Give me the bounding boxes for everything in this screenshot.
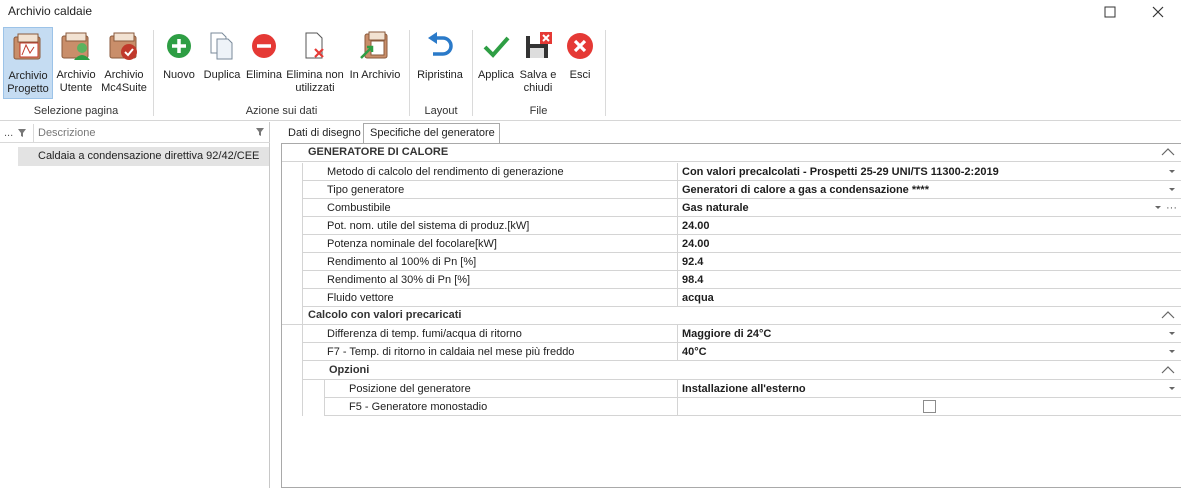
title-bar bbox=[0, 0, 1181, 24]
section-title: Calcolo con valori precaricati bbox=[308, 309, 462, 321]
property-label: Rendimento al 30% di Pn [%] bbox=[327, 274, 471, 286]
group-separator bbox=[472, 30, 473, 116]
group-separator bbox=[409, 30, 410, 116]
filter-icon[interactable] bbox=[256, 127, 264, 139]
chevron-down-icon[interactable] bbox=[1169, 188, 1175, 191]
property-row[interactable] bbox=[282, 253, 1181, 271]
property-label: F5 - Generatore monostadio bbox=[349, 401, 488, 413]
property-grid bbox=[281, 143, 1181, 488]
maximize-button[interactable] bbox=[1088, 0, 1132, 24]
property-label: Posizione del generatore bbox=[349, 383, 471, 395]
group-separator bbox=[153, 30, 154, 116]
list-header bbox=[0, 124, 270, 143]
group-label-file: File bbox=[529, 105, 548, 117]
tree-gutter bbox=[302, 163, 303, 416]
archivio-mc4suite-button[interactable] bbox=[100, 27, 148, 99]
property-label: F7 - Temp. di ritorno in caldaia nel mese più freddo bbox=[327, 346, 575, 358]
chevron-up-icon bbox=[1161, 365, 1175, 375]
property-value: 92.4 bbox=[682, 256, 704, 268]
ripristina-button[interactable] bbox=[414, 27, 466, 99]
property-value: 98.4 bbox=[682, 274, 704, 286]
archivio-mc4suite-label: Archivio Mc4Suite bbox=[101, 69, 147, 94]
duplica-label: Duplica bbox=[203, 69, 241, 81]
property-label: Potenza nominale del focolare[kW] bbox=[327, 238, 497, 250]
mc4suite-archive-icon bbox=[108, 29, 140, 63]
list-item[interactable] bbox=[18, 147, 269, 166]
property-value: Con valori precalcolati - Prospetti 25-29 UNI/TS 11300-2:2019 bbox=[682, 166, 999, 178]
exit-icon bbox=[564, 29, 596, 63]
delete-unused-icon bbox=[299, 29, 331, 63]
property-row[interactable] bbox=[282, 181, 1181, 199]
property-value: Gas naturale bbox=[682, 202, 749, 214]
chevron-up-icon bbox=[1161, 147, 1175, 157]
elimina-non-utilizzati-button[interactable] bbox=[286, 27, 344, 99]
property-value: 24.00 bbox=[682, 238, 710, 250]
property-row[interactable] bbox=[282, 380, 1181, 398]
chevron-down-icon[interactable] bbox=[1169, 350, 1175, 353]
duplicate-icon bbox=[206, 29, 238, 63]
column-descrizione[interactable] bbox=[33, 124, 269, 143]
property-row[interactable] bbox=[282, 217, 1181, 235]
chevron-down-icon[interactable] bbox=[1155, 206, 1161, 209]
duplica-button[interactable] bbox=[201, 27, 243, 99]
filter-icon[interactable] bbox=[18, 128, 26, 140]
user-archive-icon bbox=[60, 29, 92, 63]
property-value: 40°C bbox=[682, 346, 707, 358]
property-label: Tipo generatore bbox=[327, 184, 405, 196]
property-label: Pot. nom. utile del sistema di produz.[kW] bbox=[327, 220, 530, 232]
add-icon bbox=[163, 29, 195, 63]
applica-label: Applica bbox=[477, 69, 515, 81]
property-label: Differenza di temp. fumi/acqua di ritorno bbox=[327, 328, 522, 340]
property-row[interactable] bbox=[282, 343, 1181, 361]
property-label: Metodo di calcolo del rendimento di generazione bbox=[327, 166, 564, 178]
group-label-azione-sui-dati: Azione sui dati bbox=[245, 105, 318, 117]
archivio-utente-label: Archivio Utente bbox=[56, 69, 96, 94]
section-header-generatore[interactable] bbox=[282, 144, 1181, 162]
chevron-down-icon[interactable] bbox=[1169, 387, 1175, 390]
property-row[interactable] bbox=[282, 163, 1181, 181]
property-value: 24.00 bbox=[682, 220, 710, 232]
chevron-up-icon bbox=[1161, 310, 1175, 320]
property-value: acqua bbox=[682, 292, 714, 304]
nuovo-button[interactable] bbox=[159, 27, 199, 99]
archive-project-icon bbox=[12, 30, 44, 64]
delete-icon bbox=[248, 29, 280, 63]
close-icon bbox=[1152, 6, 1164, 18]
check-icon bbox=[480, 29, 512, 63]
tab-dati-di-disegno[interactable]: Dati di disegno bbox=[288, 127, 361, 139]
section-header-calcolo[interactable] bbox=[282, 307, 1181, 325]
salva-chiudi-button[interactable] bbox=[517, 27, 559, 99]
ripristina-label: Ripristina bbox=[417, 69, 463, 81]
property-row[interactable] bbox=[282, 398, 1181, 416]
elimina-non-utilizzati-label: Elimina non utilizzati bbox=[286, 69, 344, 94]
section-title: Opzioni bbox=[329, 364, 370, 376]
group-label-layout: Layout bbox=[424, 105, 458, 117]
property-label: Combustibile bbox=[327, 202, 391, 214]
property-row[interactable] bbox=[282, 325, 1181, 343]
property-row[interactable] bbox=[282, 289, 1181, 307]
elimina-label: Elimina bbox=[245, 69, 283, 81]
to-archive-icon bbox=[359, 29, 391, 63]
undo-icon bbox=[424, 29, 456, 63]
window-title: Archivio caldaie bbox=[8, 4, 93, 18]
applica-button[interactable] bbox=[476, 27, 516, 99]
archive-list-panel bbox=[0, 122, 270, 488]
chevron-down-icon[interactable] bbox=[1169, 332, 1175, 335]
row-indicator-header: ... bbox=[4, 127, 14, 139]
esci-label: Esci bbox=[569, 69, 591, 81]
maximize-icon bbox=[1104, 6, 1116, 18]
close-button[interactable] bbox=[1136, 0, 1180, 24]
save-close-icon bbox=[522, 29, 554, 63]
property-value: Generatori di calore a gas a condensazione **** bbox=[682, 184, 929, 196]
ellipsis-button[interactable]: ··· bbox=[1166, 202, 1177, 214]
in-archivio-button[interactable] bbox=[346, 27, 404, 99]
section-header-opzioni[interactable] bbox=[302, 362, 1181, 380]
property-value: Maggiore di 24°C bbox=[682, 328, 772, 340]
section-title: GENERATORE DI CALORE bbox=[308, 146, 449, 158]
esci-button[interactable] bbox=[561, 27, 599, 99]
property-label: Rendimento al 100% di Pn [%] bbox=[327, 256, 477, 268]
property-row[interactable] bbox=[282, 271, 1181, 289]
archivio-progetto-button[interactable] bbox=[3, 27, 53, 99]
property-label: Fluido vettore bbox=[327, 292, 394, 304]
archivio-progetto-label: Archivio Progetto bbox=[7, 70, 49, 95]
tab-specifiche-del-generatore[interactable]: Specifiche del generatore bbox=[363, 123, 500, 143]
group-separator bbox=[605, 30, 606, 116]
property-value: Installazione all'esterno bbox=[682, 383, 806, 395]
nuovo-label: Nuovo bbox=[163, 69, 195, 81]
column-descrizione-label: Descrizione bbox=[38, 127, 96, 139]
group-label-selezione-pagina: Selezione pagina bbox=[33, 105, 119, 117]
property-row[interactable] bbox=[282, 235, 1181, 253]
salva-chiudi-label: Salva e chiudi bbox=[519, 69, 557, 94]
archivio-utente-button[interactable] bbox=[54, 27, 98, 99]
chevron-down-icon[interactable] bbox=[1169, 170, 1175, 173]
elimina-button[interactable] bbox=[244, 27, 284, 99]
in-archivio-label: In Archivio bbox=[349, 69, 401, 81]
ribbon-toolbar bbox=[0, 24, 1181, 121]
property-row[interactable] bbox=[282, 199, 1181, 217]
list-item-label: Caldaia a condensazione direttiva 92/42/CEE bbox=[38, 150, 260, 162]
monostadio-checkbox[interactable] bbox=[923, 400, 936, 413]
